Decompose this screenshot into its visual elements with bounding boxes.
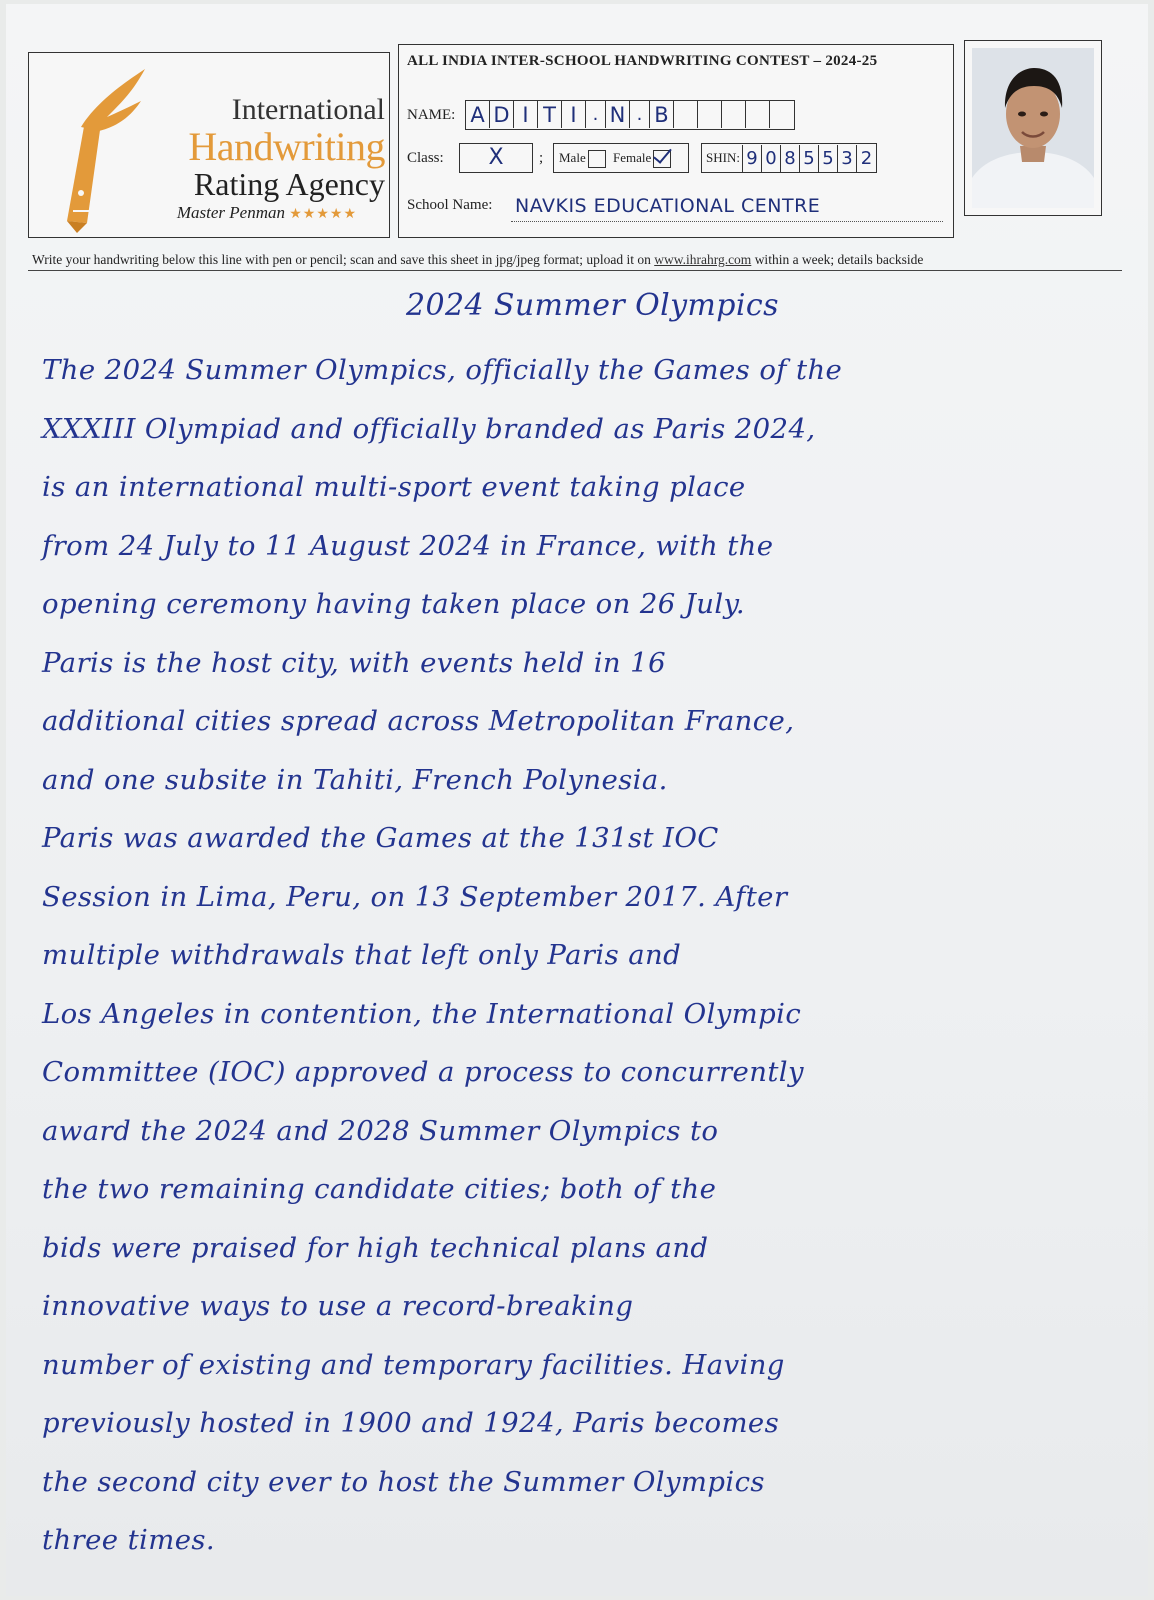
rating-stars-icon: ★★★★★ — [289, 207, 357, 222]
class-label: Class: — [407, 150, 444, 166]
name-cell — [698, 101, 722, 128]
school-name-value[interactable]: NAVKIS EDUCATIONAL CENTRE — [515, 195, 821, 217]
essay-line: bids were praised for high technical plans and — [42, 1231, 709, 1264]
essay-line: from 24 July to 11 August 2024 in France, with the — [42, 529, 774, 562]
name-cell — [722, 101, 746, 128]
logo-line-handwriting: Handwriting — [188, 124, 385, 169]
name-cell: N — [606, 101, 630, 128]
shin-cell: 5 — [819, 145, 838, 172]
student-photo — [972, 48, 1094, 208]
school-label: School Name: — [407, 197, 493, 213]
contest-title: ALL INDIA INTER-SCHOOL HANDWRITING CONTEST – 2024-25 — [407, 53, 878, 69]
upload-link[interactable]: www.ihrahrg.com — [654, 252, 752, 267]
name-label: NAME: — [407, 107, 456, 123]
gender-field — [553, 143, 689, 173]
separator: ; — [539, 150, 544, 166]
master-penman-text: Master Penman — [176, 203, 285, 222]
essay-line: Session in Lima, Peru, on 13 September 2017. After — [42, 880, 788, 913]
student-photo-frame — [964, 40, 1102, 216]
essay-line: Committee (IOC) approved a process to concurrently — [42, 1056, 804, 1088]
essay-line: additional cities spread across Metropolitan France, — [42, 705, 795, 737]
female-checkbox[interactable] — [653, 150, 671, 168]
portrait-icon — [972, 48, 1094, 208]
essay-line: multiple withdrawals that left only Paris and — [42, 939, 682, 971]
logo-line-master-penman — [121, 201, 357, 227]
upload-instructions — [32, 252, 1122, 268]
name-cell: B — [650, 101, 674, 128]
name-cell: . — [630, 101, 650, 128]
shin-cell: 9 — [743, 145, 762, 172]
essay-line: is an international multi-sport event taking place — [42, 471, 746, 503]
writing-start-line — [28, 270, 1122, 271]
shin-cells — [742, 145, 876, 172]
essay-line: Los Angeles in contention, the International Olympic — [42, 997, 802, 1030]
logo-wordmark — [121, 93, 385, 227]
agency-logo — [28, 52, 390, 238]
shin-cell: 2 — [860, 147, 873, 169]
name-cell — [770, 101, 794, 128]
essay-line: Paris is the host city, with events held in 16 — [42, 646, 666, 679]
essay-line: The 2024 Summer Olympics, officially the Games of the — [42, 354, 843, 386]
essay-line: previously hosted in 1900 and 1924, Paris becomes — [42, 1407, 780, 1439]
name-cell — [674, 101, 698, 128]
instructions-tail: within a week; details backside — [751, 252, 924, 267]
logo-line-rating-agency: Rating Agency — [193, 166, 385, 202]
name-cell: I — [514, 101, 538, 128]
entry-form — [398, 44, 954, 238]
shin-cell: 5 — [800, 145, 819, 172]
name-field[interactable] — [465, 100, 795, 130]
name-cell: T — [538, 101, 562, 128]
school-name-underline — [511, 221, 943, 222]
shin-label: SHIN: — [706, 150, 740, 165]
shin-cell: 8 — [781, 145, 800, 172]
essay-title: 2024 Summer Olympics — [406, 288, 779, 323]
name-cell — [746, 101, 770, 128]
handwriting-sheet — [6, 4, 1148, 1596]
class-field[interactable]: X — [459, 143, 533, 173]
logo-line-international: International — [231, 93, 385, 126]
name-cell: I — [562, 101, 586, 128]
essay-line: three times. — [42, 1524, 216, 1556]
essay-line: award the 2024 and 2028 Summer Olympics to — [42, 1114, 719, 1147]
essay-line: XXXIII Olympiad and officially branded as Paris 2024, — [42, 412, 816, 445]
essay-line: the second city ever to host the Summer Olympics — [42, 1465, 765, 1498]
essay-line: and one subsite in Tahiti, French Polynesia. — [42, 763, 668, 796]
shin-cell: 3 — [838, 145, 857, 172]
shin-field[interactable] — [701, 143, 877, 173]
shin-cell: 0 — [762, 145, 781, 172]
name-cell: A — [466, 101, 490, 128]
name-cell: D — [490, 101, 514, 128]
female-label: Female — [612, 150, 652, 165]
essay-line: the two remaining candidate cities; both of the — [42, 1173, 717, 1205]
male-checkbox[interactable] — [588, 150, 606, 168]
essay-line: number of existing and temporary facilities. Having — [42, 1348, 785, 1381]
essay-line: Paris was awarded the Games at the 131st IOC — [42, 822, 719, 854]
instructions-text: Write your handwriting below this line with pen or pencil; scan and save this sheet in jpg/jpeg format; upload it on — [32, 252, 655, 267]
essay-line: opening ceremony having taken place on 26 July. — [42, 588, 745, 620]
name-cell: . — [586, 101, 606, 128]
male-label: Male — [559, 150, 586, 165]
essay-line: innovative ways to use a record-breaking — [42, 1290, 634, 1322]
